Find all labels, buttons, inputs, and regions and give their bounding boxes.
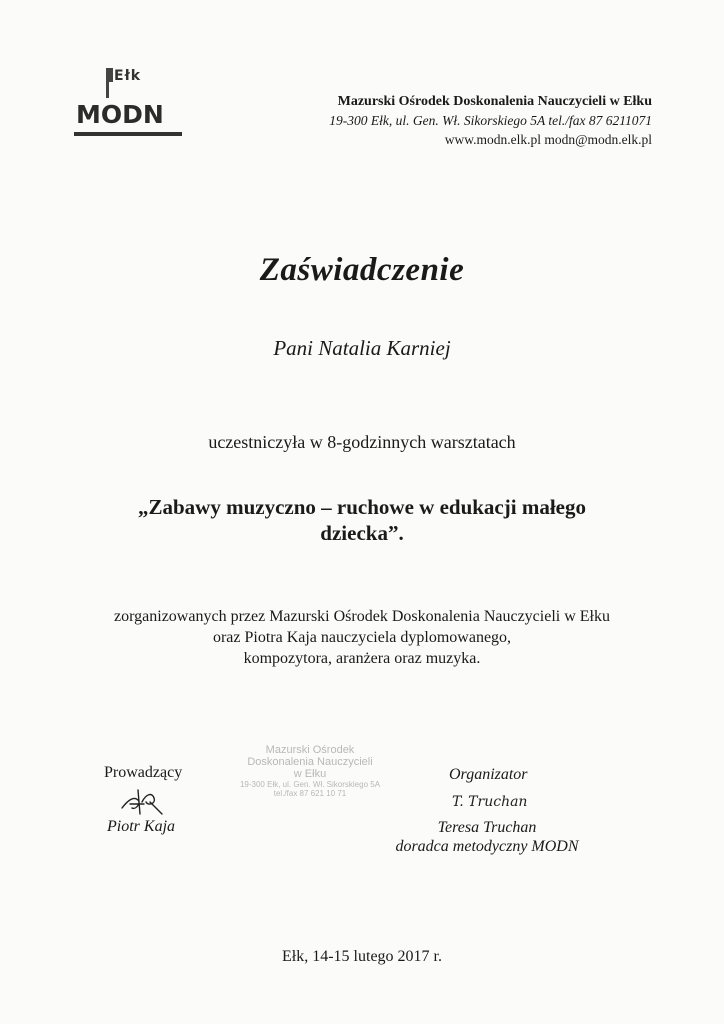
leader-signature bbox=[118, 786, 178, 816]
leader-name: Piotr Kaja bbox=[107, 818, 176, 835]
stamp-line-1: Mazurski Ośrodek bbox=[265, 744, 355, 756]
workshop-title-line-1: „Zabawy muzyczno – ruchowe w edukacji małego bbox=[138, 495, 586, 519]
organizer-role: doradca metodyczny MODN bbox=[395, 838, 579, 855]
institution-stamp bbox=[220, 744, 400, 798]
organizers-line-1: zorganizowanych przez Mazurski Ośrodek Doskonalenia Nauczycieli w Ełku bbox=[114, 608, 610, 625]
recipient-name: Pani Natalia Karniej bbox=[273, 336, 451, 360]
logo-base-line bbox=[74, 132, 182, 136]
organizer-name: Teresa Truchan bbox=[437, 819, 537, 836]
logo-brand-text: MODN bbox=[76, 100, 164, 129]
stamp-line-4: 19-300 Ełk, ul. Gen. Wł. Sikorskiego 5A bbox=[239, 780, 381, 789]
organizer-signature bbox=[452, 790, 542, 812]
logo-flag bbox=[109, 68, 113, 82]
stamp-line-2: Doskonalenia Nauczycieli bbox=[247, 756, 373, 768]
organizer-signature-text: T. Truchan bbox=[452, 794, 528, 810]
stamp-line-3: w Ełku bbox=[293, 768, 327, 780]
institution-contact: www.modn.elk.pl modn@modn.elk.pl bbox=[444, 132, 652, 147]
workshop-title-line-2: dziecka”. bbox=[320, 521, 404, 545]
place-and-date: Ełk, 14-15 lutego 2017 r. bbox=[282, 948, 442, 965]
organizer-label: Organizator bbox=[449, 766, 528, 783]
institution-header bbox=[329, 92, 652, 149]
institution-name: Mazurski Ośrodek Doskonalenia Nauczycieli w Ełku bbox=[337, 94, 652, 109]
stamp-line-5: tel./fax 87 621 10 71 bbox=[273, 789, 347, 798]
logo-city-text: Ełk bbox=[114, 68, 142, 84]
workshop-title bbox=[0, 494, 724, 546]
organizers-paragraph bbox=[0, 606, 724, 669]
participation-text: uczestniczyła w 8-godzinnych warsztatach bbox=[208, 432, 516, 452]
organizers-line-3: kompozytora, aranżera oraz muzyka. bbox=[243, 650, 481, 667]
leader-label: Prowadzący bbox=[104, 764, 183, 781]
organizer-details bbox=[384, 818, 590, 856]
institution-address: 19-300 Ełk, ul. Gen. Wł. Sikorskiego 5A tel./fax 87 6211071 bbox=[329, 113, 652, 128]
document-title: Zaświadczenie bbox=[259, 252, 465, 288]
organizers-line-2: oraz Piotra Kaja nauczyciela dyplomowanego, bbox=[212, 629, 512, 646]
modn-logo bbox=[74, 64, 184, 142]
